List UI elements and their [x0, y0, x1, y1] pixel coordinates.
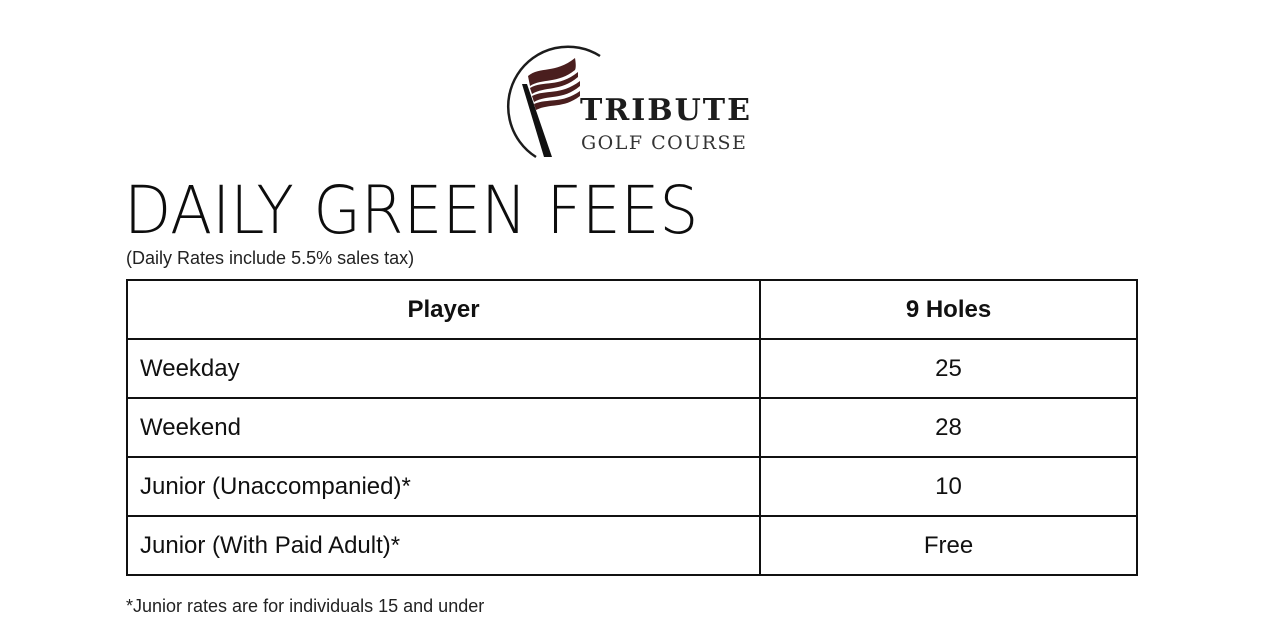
junior-footnote: *Junior rates are for individuals 15 and under: [126, 596, 485, 616]
column-header-player: Player: [127, 280, 760, 339]
player-cell: Junior (Unaccompanied)*: [127, 457, 760, 516]
player-cell: Junior (With Paid Adult)*: [127, 516, 760, 575]
logo-title: TRIBUTE: [580, 93, 752, 128]
price-cell: 28: [760, 398, 1137, 457]
logo: [500, 44, 770, 162]
table-row: [127, 457, 1137, 516]
player-cell: Weekday: [127, 339, 760, 398]
table-row: [127, 398, 1137, 457]
green-fees-table: [126, 279, 1138, 576]
logo-subtitle: GOLF COURSE: [581, 132, 748, 154]
table-row: [127, 339, 1137, 398]
tax-note: (Daily Rates include 5.5% sales tax): [126, 248, 415, 268]
column-header-9-holes: 9 Holes: [760, 280, 1137, 339]
table-header-row: [127, 280, 1137, 339]
player-cell: Weekend: [127, 398, 760, 457]
page-title: DAILY GREEN FEES: [124, 172, 699, 249]
price-cell: 25: [760, 339, 1137, 398]
table-row: [127, 516, 1137, 575]
price-cell: 10: [760, 457, 1137, 516]
price-cell: Free: [760, 516, 1137, 575]
